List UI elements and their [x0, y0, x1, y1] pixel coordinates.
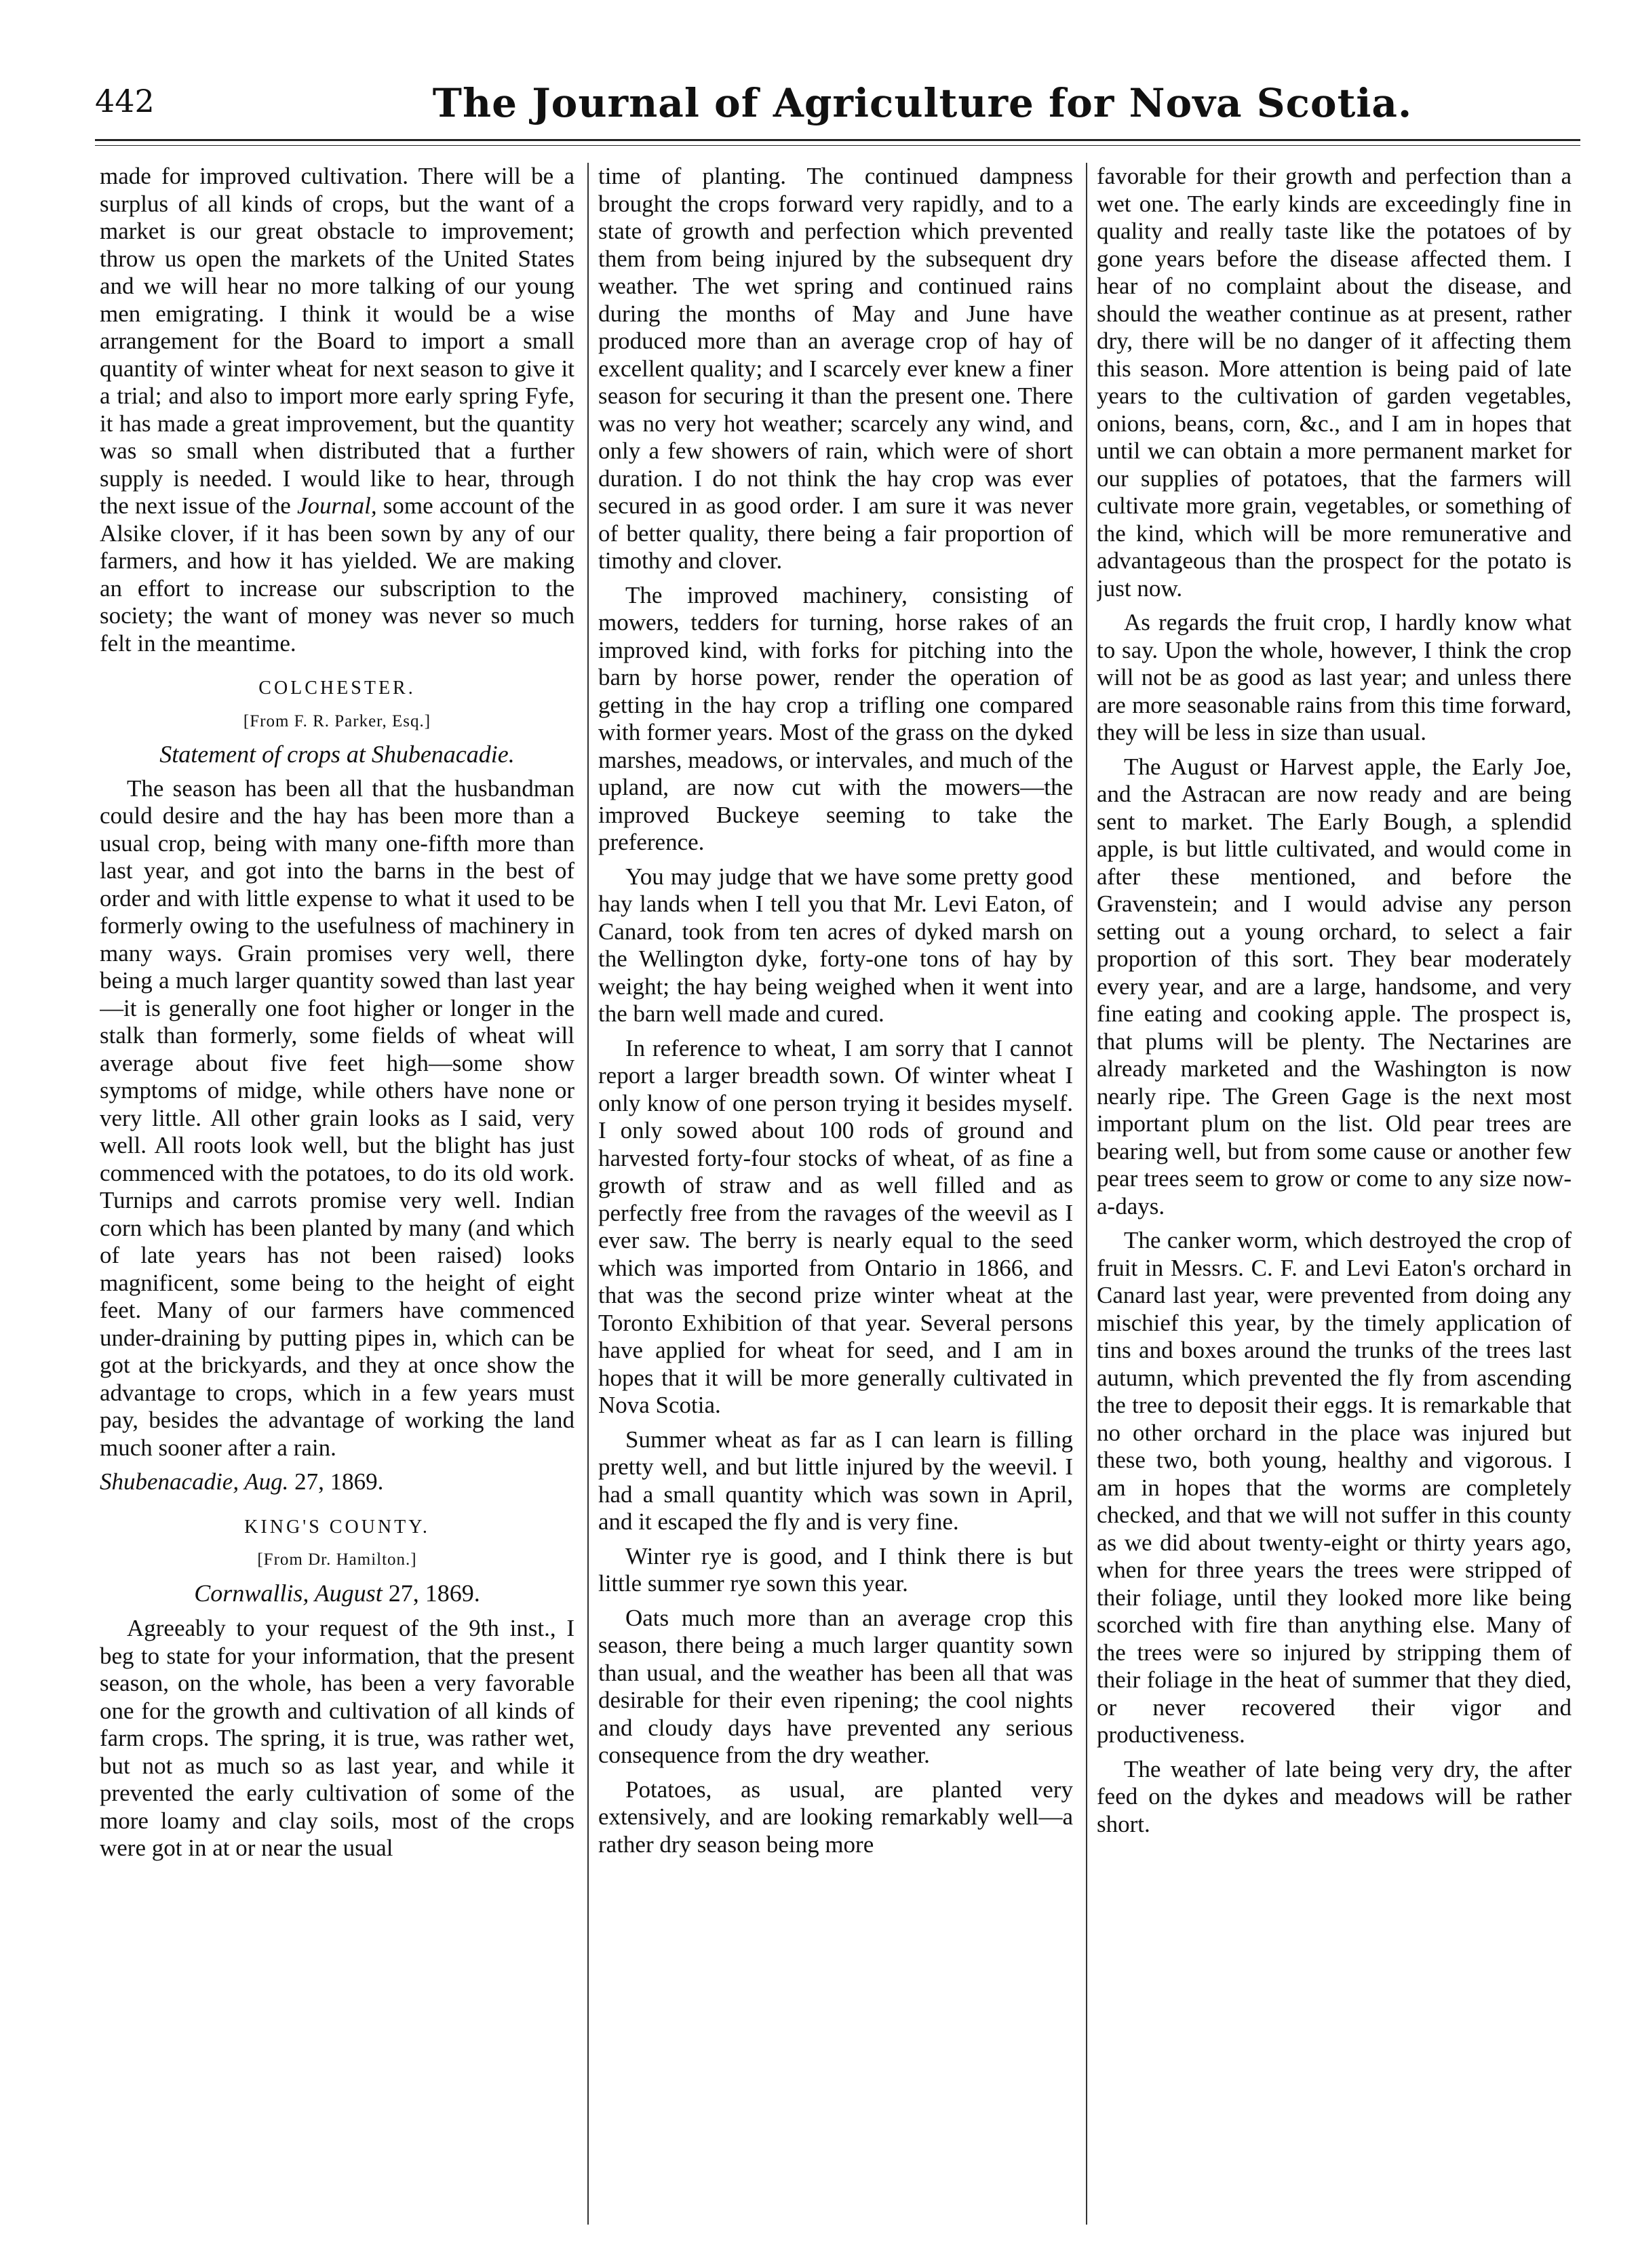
paragraph: The season has been all that the husbandman could desire and the hay has been more than a usual crop, being with many one-fifth more than last year, and got into the barns in the best of order and with little expense to what it used to be formerly owing to the usefulness of machinery in many ways. Grain promises very well, there being a much larger quantity sowed than last year—it is generally one foot higher or longer in the stalk than formerly, some fields of wheat will average about five feet high—some show symptoms of midge, while others have none or very little. All other grain looks as I said, very well. All roots look well, but the blight has just commenced with the potatoes, to do its old work. Turnips and carrots promise very well. Indian corn which has been planted by many (and which of late years has not been raised) looks magnificent, some being to the height of eight feet. Many of our farmers have commenced under-draining by putting pipes in, which can be got at the brickyards, and they at once show the advantage to crops, which in a few years must pay, besides the advantage of working the land much sooner after a rain.	[100, 775, 574, 1461]
paragraph: Winter rye is good, and I think there is but little summer rye sown this year.	[598, 1542, 1073, 1597]
dateline-place: Cornwallis, August	[194, 1579, 383, 1607]
signoff-date: 27, 1869.	[294, 1468, 384, 1495]
column-middle	[598, 163, 1073, 2231]
dateline	[100, 1580, 574, 1607]
paragraph: The weather of late being very dry, the after feed on the dykes and meadows will be rather short.	[1097, 1755, 1572, 1837]
column-divider	[1086, 163, 1087, 2225]
attribution-colchester: [From F. R. Parker, Esq.]	[243, 711, 431, 730]
paragraph-text: some account of the Alsike clover, if it has been sown by any of our farmers, and how it has yielded. We are making an effort to increase our subscription to the society; the want of money was never so much felt in the meantime.	[100, 492, 574, 657]
paragraph: Potatoes, as usual, are planted very extensively, and are looking remarkably well—a rather dry season being more	[598, 1776, 1073, 1858]
paragraph: favorable for their growth and perfection than a wet one. The early kinds are exceedingly fine in quality and really taste like the potatoes of by gone years before the disease affected them. I hear of no complaint about the disease, and should the weather continue as at present, rather dry, there will be no danger of it affecting them this season. More attention is being paid of late years to the cultivation of garden vegetables, onions, beans, corn, &c., and I am in hopes that until we can obtain a more permanent market for our supplies of potatoes, that the farmers will cultivate more grain, vegetables, or something of the kind, which will be more remunerative and advantageous than the prospect for the potato is just now.	[1097, 163, 1572, 602]
paragraph	[100, 163, 574, 657]
paragraph: The August or Harvest apple, the Early Joe, and the Astracan are now ready and are being sent to market. The Early Bough, a splendid apple, is but little cultivated, and would come in after these mentioned, and before the Gravenstein; and I would advise any person setting out a young orchard, to select a fair proportion of this sort. They bear moderately every year, and are a large, handsome, and very fine eating and cooking apple. The prospect is, that plums will be plenty. The Nectarines are already marketed and the Washington is now nearly ripe. The Green Gage is the next most important plum on the list. Old pear trees are bearing well, but from some cause or another few pear trees seem to grow or come to any size now-a-days.	[1097, 753, 1572, 1219]
attribution-kings-county: [From Dr. Hamilton.]	[257, 1550, 417, 1569]
paragraph: Oats much more than an average crop this season, there being a much larger quantity sown than usual, and the weather has been all that was desirable for their even ripening; the cool nights and cloudy days have prevented any serious consequence from the dry weather.	[598, 1604, 1073, 1768]
page-number: 442	[95, 83, 155, 119]
paragraph: As regards the fruit crop, I hardly know what to say. Upon the whole, however, I think the crop will not be as good as last year; and unless there are more seasonable rains from this time forward, they will be less in size than usual.	[1097, 609, 1572, 745]
column-left	[100, 163, 574, 2231]
paragraph: time of planting. The continued dampness brought the crops forward very rapidly, and to a state of growth and perfection which prevented them from being injured by the subsequent dry weather. The wet spring and continued rains during the months of May and June have produced more than an average crop of hay of excellent quality; and I scarcely ever knew a finer season for securing it than the present one. There was no very hot weather; scarcely any wind, and only a few showers of rain, which were of short duration. I do not think the hay crop was ever secured in as good order. I am sure it was never of better quality, there being a fair proportion of timothy and clover.	[598, 163, 1073, 574]
signoff-place: Shubenacadie, Aug.	[100, 1468, 289, 1495]
paragraph: The improved machinery, consisting of mowers, tedders for turning, horse rakes of an improved kind, with forks for pitching into the barn by horse power, render the operation of getting in the hay crop a trifling one compared with former years. Most of the grass on the dyked marshes, meadows, or intervales, and much of the upland, are now cut with the mowers—the improved Buckeye seeming to take the preference.	[598, 581, 1073, 855]
paragraph: In reference to wheat, I am sorry that I cannot report a larger breadth sown. Of winter wheat I only know of one person trying it besides myself. I only sowed about 100 rods of ground and harvested forty-four stocks of wheat, of as fine a growth of straw and as well filled and as perfectly free from the ravages of the weevil as I ever saw. The berry is nearly equal to the seed which was imported from Ontario in 1866, and that was the second prize winter wheat at the Toronto Exhibition of that year. Several persons have applied for wheat for seed, and I am in hopes that it will be more generally cultivated in Nova Scotia.	[598, 1034, 1073, 1418]
dateline-date: 27, 1869.	[388, 1579, 480, 1607]
section-heading-kings-county: KING'S COUNTY.	[244, 1516, 430, 1538]
header-rule	[95, 139, 1580, 146]
paragraph: Summer wheat as far as I can learn is filling pretty well, and but little injured by the weevil. I had a small quantity which was sown in April, and it escaped the fly and is very fine.	[598, 1426, 1073, 1535]
column-divider	[587, 163, 589, 2225]
signoff	[100, 1468, 574, 1496]
paragraph: You may judge that we have some pretty good hay lands when I tell you that Mr. Levi Eaton, of Canard, took from ten acres of dyked marsh on the Wellington dyke, forty-one tons of hay by weight; the hay being weighed when it went into the barn well made and cured.	[598, 863, 1073, 1027]
section-heading-colchester: COLCHESTER.	[258, 678, 416, 699]
paragraph-text: made for improved cultivation. There will be a surplus of all kinds of crops, but the want of a market is our great obstacle to improvement; throw us open the markets of the United States and we will hear no more talking of our young men emigrating. I think it would be a wise arrangement for the Board to import a small quantity of winter wheat for next season to give it a trial; and also to import more early spring Fyfe, it has made a great improvement, but the quantity was so small when distributed that a further supply is needed. I would like to hear, through the next issue of the	[100, 163, 574, 519]
running-title: The Journal of Agriculture for Nova Scotia.	[432, 80, 1413, 126]
subtitle-colchester: Statement of crops at Shubenacadie.	[159, 741, 515, 768]
paragraph: Agreeably to your request of the 9th inst., I beg to state for your information, that the present season, on the whole, has been a very favorable one for the growth and cultivation of all kinds of farm crops. The spring, it is true, was rather wet, but not as much so as last year, and while it prevented the early cultivation of some of the more loamy and clay soils, most of the crops were got in at or near the usual	[100, 1615, 574, 1861]
journal-reference: Journal,	[296, 492, 377, 519]
paragraph: The canker worm, which destroyed the crop of fruit in Messrs. C. F. and Levi Eaton's orchard in Canard last year, were prevented from doing any mischief this year, by the timely application of tins and boxes around the trunks of the trees last autumn, which prevented the fly from ascending the tree to deposit their eggs. It is remarkable that no other orchard in the place was injured but these two, both young, healthy and vigorous. I am in hopes that the worms are completely checked, and that we will not suffer in this county as we did about twenty-eight or thirty years ago, when for three years the trees were stripped of their foliage, until they looked more like being scorched with fire than anything else. Many of the trees were so injured by stripping them of their foliage in the heat of summer that they died, or never recovered their vigor and productiveness.	[1097, 1227, 1572, 1748]
column-right	[1097, 163, 1572, 2231]
